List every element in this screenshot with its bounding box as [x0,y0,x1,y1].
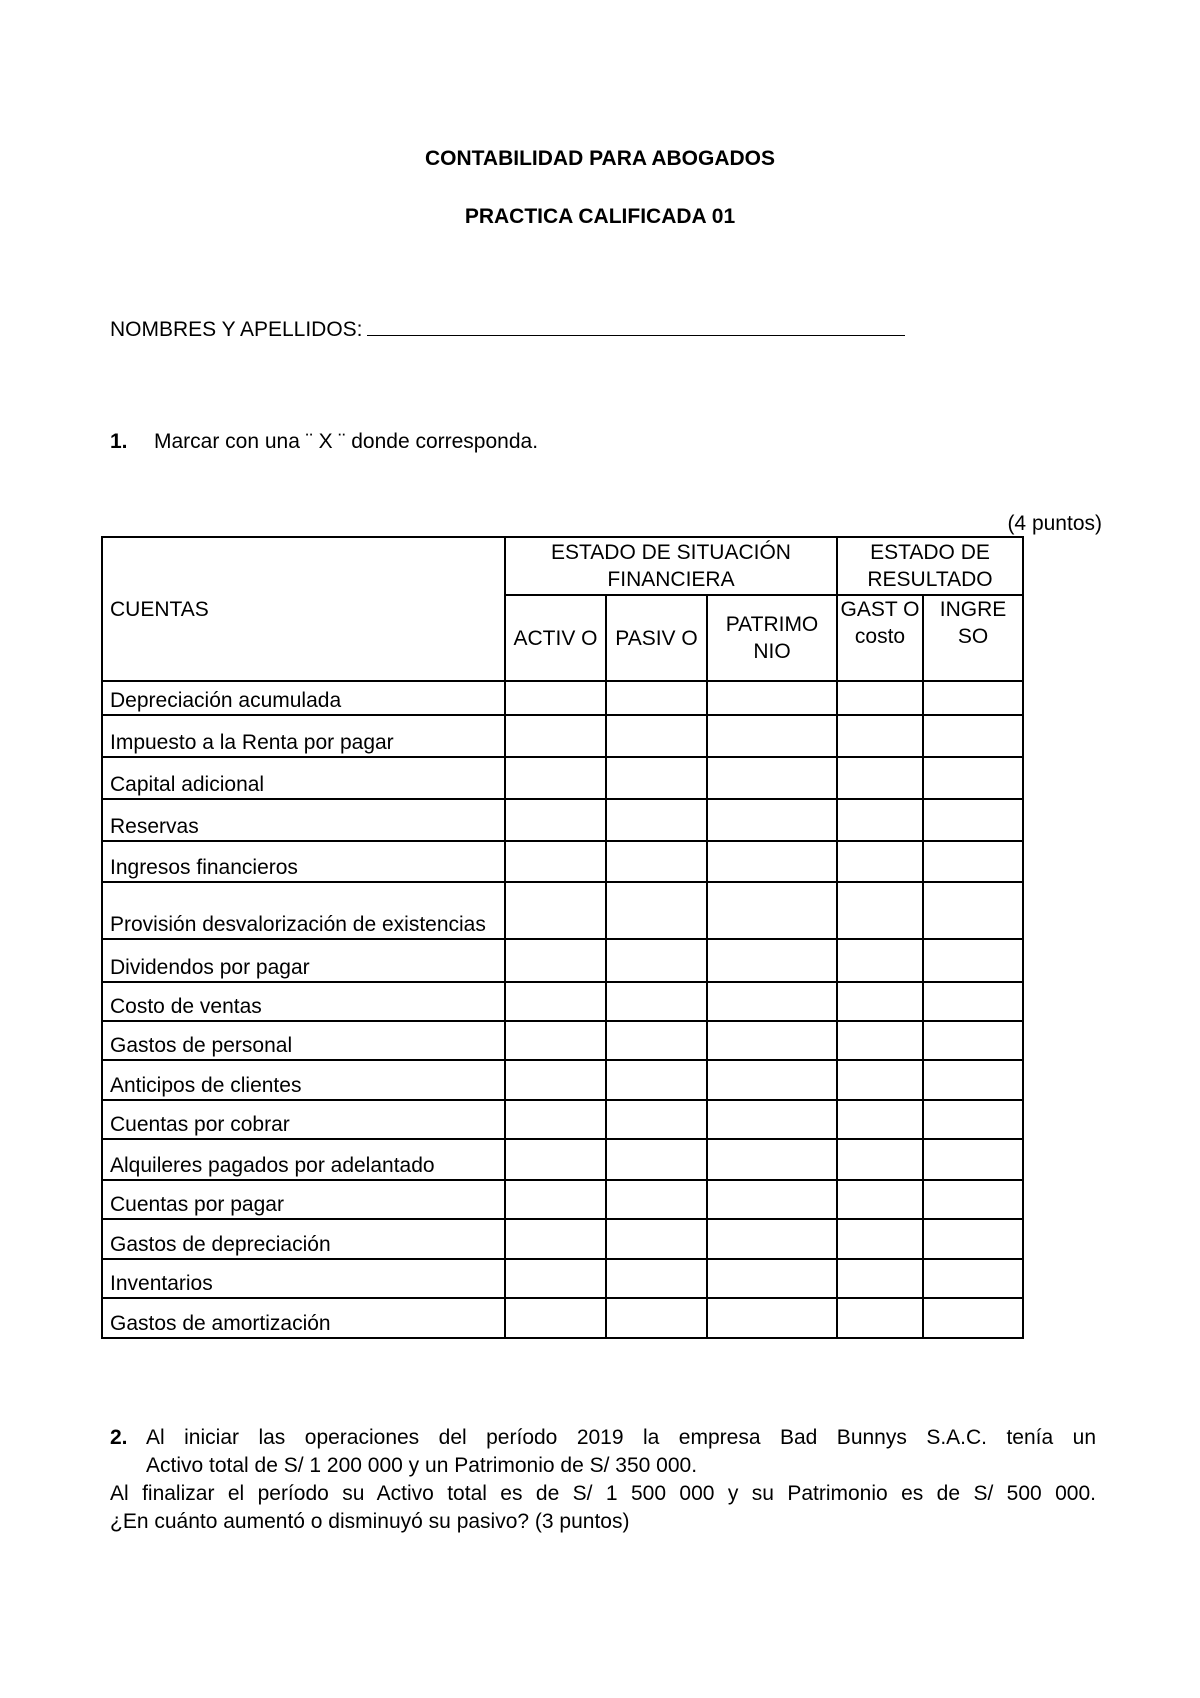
account-name: Provisión desvalorización de existencias [102,882,505,939]
mark-cell-ingreso[interactable] [923,939,1023,982]
header-pasivo: PASIV O [606,595,707,681]
mark-cell-activo[interactable] [505,1100,606,1139]
mark-cell-ingreso[interactable] [923,841,1023,882]
account-name: Capital adicional [102,757,505,799]
mark-cell-activo[interactable] [505,841,606,882]
account-name: Costo de ventas [102,982,505,1021]
table-row [102,1100,1023,1139]
mark-cell-gasto[interactable] [837,939,923,982]
mark-cell-pasivo[interactable] [606,982,707,1021]
question-1-text: Marcar con una ¨ X ¨ donde corresponda. [154,430,539,453]
account-name: Reservas [102,799,505,841]
header-activo: ACTIV O [505,595,606,681]
mark-cell-pasivo[interactable] [606,681,707,715]
mark-cell-ingreso[interactable] [923,1100,1023,1139]
question-1-number: 1. [110,430,128,453]
account-name: Alquileres pagados por adelantado [102,1139,505,1180]
mark-cell-patrimonio[interactable] [707,1219,837,1259]
mark-cell-patrimonio[interactable] [707,1180,837,1219]
mark-cell-ingreso[interactable] [923,1219,1023,1259]
mark-cell-activo[interactable] [505,1180,606,1219]
mark-cell-patrimonio[interactable] [707,1100,837,1139]
mark-cell-patrimonio[interactable] [707,882,837,939]
mark-cell-ingreso[interactable] [923,757,1023,799]
document-title: CONTABILIDAD PARA ABOGADOS [425,147,775,170]
account-name: Inventarios [102,1259,505,1298]
mark-cell-ingreso[interactable] [923,882,1023,939]
mark-cell-patrimonio[interactable] [707,1139,837,1180]
account-name: Dividendos por pagar [102,939,505,982]
mark-cell-gasto[interactable] [837,1259,923,1298]
mark-cell-ingreso[interactable] [923,982,1023,1021]
mark-cell-patrimonio[interactable] [707,1060,837,1100]
question-2-number: 2. [110,1426,128,1449]
mark-cell-pasivo[interactable] [606,1139,707,1180]
table-row [102,1060,1023,1100]
mark-cell-gasto[interactable] [837,757,923,799]
header-ingreso: INGRE SO [923,595,1023,681]
mark-cell-pasivo[interactable] [606,799,707,841]
table-row [102,841,1023,882]
mark-cell-patrimonio[interactable] [707,757,837,799]
mark-cell-gasto[interactable] [837,1298,923,1338]
header-estado-situacion: ESTADO DE SITUACIÓN FINANCIERA [505,537,837,595]
header-cuentas: CUENTAS [102,537,505,681]
mark-cell-gasto[interactable] [837,982,923,1021]
table-row [102,1021,1023,1060]
question-2-line-4: ¿En cuánto aumentó o disminuyó su pasivo? (3 puntos) [110,1510,630,1533]
mark-cell-gasto[interactable] [837,681,923,715]
mark-cell-patrimonio[interactable] [707,939,837,982]
mark-cell-activo[interactable] [505,1219,606,1259]
mark-cell-activo[interactable] [505,757,606,799]
mark-cell-pasivo[interactable] [606,841,707,882]
mark-cell-activo[interactable] [505,1139,606,1180]
table-row [102,1180,1023,1219]
table-row [102,982,1023,1021]
mark-cell-pasivo[interactable] [606,939,707,982]
mark-cell-gasto[interactable] [837,1100,923,1139]
name-field [110,315,905,342]
mark-cell-gasto[interactable] [837,841,923,882]
question-2-line-3: Al finalizar el período su Activo total es de S/ 1 500 000 y su Patrimonio es de S/ 500 000. [110,1482,1096,1505]
question-2 [110,1424,1096,1536]
mark-cell-pasivo[interactable] [606,1180,707,1219]
accounts-table [101,536,1024,1339]
mark-cell-activo[interactable] [505,799,606,841]
account-name: Anticipos de clientes [102,1060,505,1100]
header-patrimonio: PATRIMO NIO [707,595,837,681]
mark-cell-ingreso[interactable] [923,1021,1023,1060]
table-row [102,1219,1023,1259]
mark-cell-gasto[interactable] [837,1219,923,1259]
table-row [102,1259,1023,1298]
table-row [102,1298,1023,1338]
mark-cell-patrimonio[interactable] [707,681,837,715]
account-name: Gastos de amortización [102,1298,505,1338]
mark-cell-activo[interactable] [505,982,606,1021]
mark-cell-gasto[interactable] [837,1180,923,1219]
mark-cell-pasivo[interactable] [606,757,707,799]
mark-cell-gasto[interactable] [837,799,923,841]
mark-cell-patrimonio[interactable] [707,799,837,841]
account-name: Ingresos financieros [102,841,505,882]
mark-cell-activo[interactable] [505,1060,606,1100]
header-gasto: GAST O costo [837,595,923,681]
table-row [102,882,1023,939]
mark-cell-patrimonio[interactable] [707,715,837,757]
mark-cell-ingreso[interactable] [923,1180,1023,1219]
account-name: Gastos de personal [102,1021,505,1060]
mark-cell-pasivo[interactable] [606,1259,707,1298]
mark-cell-patrimonio[interactable] [707,1021,837,1060]
mark-cell-ingreso[interactable] [923,799,1023,841]
mark-cell-pasivo[interactable] [606,1060,707,1100]
question-2-line-1: Al iniciar las operaciones del período 2019 la empresa Bad Bunnys S.A.C. tenía un [146,1426,1096,1449]
mark-cell-ingreso[interactable] [923,715,1023,757]
account-name: Gastos de depreciación [102,1219,505,1259]
mark-cell-pasivo[interactable] [606,1021,707,1060]
mark-cell-ingreso[interactable] [923,1259,1023,1298]
header-estado-resultado: ESTADO DE RESULTADO [837,537,1023,595]
mark-cell-ingreso[interactable] [923,681,1023,715]
mark-cell-ingreso[interactable] [923,1060,1023,1100]
mark-cell-ingreso[interactable] [923,1139,1023,1180]
table-row [102,715,1023,757]
mark-cell-gasto[interactable] [837,1060,923,1100]
mark-cell-pasivo[interactable] [606,715,707,757]
mark-cell-patrimonio[interactable] [707,1259,837,1298]
mark-cell-gasto[interactable] [837,715,923,757]
account-name: Cuentas por cobrar [102,1100,505,1139]
account-name: Cuentas por pagar [102,1180,505,1219]
question-1 [110,430,538,454]
name-blank-line [367,315,905,336]
mark-cell-patrimonio[interactable] [707,1298,837,1338]
mark-cell-gasto[interactable] [837,1139,923,1180]
document-subtitle: PRACTICA CALIFICADA 01 [464,205,736,228]
mark-cell-gasto[interactable] [837,882,923,939]
mark-cell-activo[interactable] [505,882,606,939]
mark-cell-ingreso[interactable] [923,1298,1023,1338]
mark-cell-activo[interactable] [505,1259,606,1298]
table-row [102,681,1023,715]
mark-cell-patrimonio[interactable] [707,982,837,1021]
mark-cell-activo[interactable] [505,939,606,982]
mark-cell-gasto[interactable] [837,1021,923,1060]
table-row [102,799,1023,841]
table-row [102,939,1023,982]
mark-cell-activo[interactable] [505,1021,606,1060]
mark-cell-activo[interactable] [505,715,606,757]
account-name: Impuesto a la Renta por pagar [102,715,505,757]
mark-cell-activo[interactable] [505,681,606,715]
table-row [102,757,1023,799]
mark-cell-patrimonio[interactable] [707,841,837,882]
mark-cell-pasivo[interactable] [606,1100,707,1139]
mark-cell-pasivo[interactable] [606,1298,707,1338]
question-2-line-2: Activo total de S/ 1 200 000 y un Patrimonio de S/ 350 000. [146,1454,698,1477]
mark-cell-pasivo[interactable] [606,1219,707,1259]
mark-cell-pasivo[interactable] [606,882,707,939]
table-row [102,1139,1023,1180]
mark-cell-activo[interactable] [505,1298,606,1338]
question-1-points: (4 puntos) [1007,512,1102,535]
name-label: NOMBRES Y APELLIDOS: [110,318,363,341]
account-name: Depreciación acumulada [102,681,505,715]
